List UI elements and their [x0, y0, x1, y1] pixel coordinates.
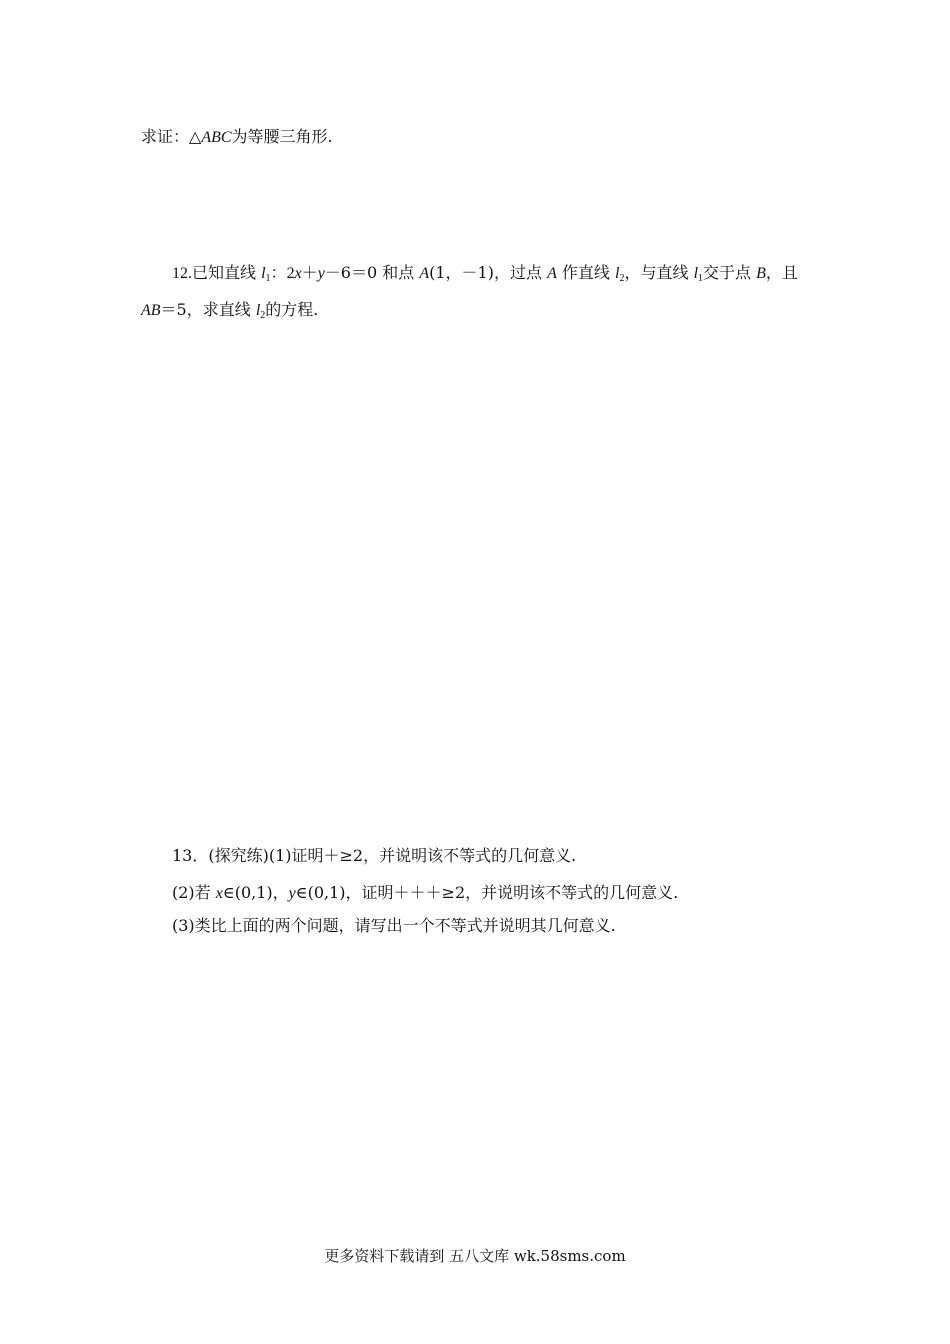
var-l: l — [255, 302, 261, 319]
page-footer: 更多资料下载请到 五八文库 wk.58sms.com — [324, 1247, 626, 1265]
var-l: l — [615, 265, 620, 282]
subscript: 1 — [698, 273, 704, 284]
part-3-text: (3)类比上面的两个问题，请写出一个不等式并说明其几何意义. — [172, 916, 616, 935]
problem-12-line-1 — [172, 263, 798, 284]
text: (2)若 — [172, 883, 216, 902]
problem-13-part-1 — [172, 846, 576, 866]
point-b: B — [756, 265, 766, 282]
text: ∈(0,1)， — [222, 883, 289, 902]
number: 2 — [286, 265, 295, 282]
subscript: 2 — [260, 310, 266, 321]
var-y: y — [288, 885, 296, 902]
subscript: 1 — [265, 273, 271, 284]
text: ，且 — [765, 263, 798, 282]
subscript: 2 — [619, 273, 625, 284]
text: 已知直线 — [192, 263, 262, 282]
var-x: x — [215, 885, 223, 902]
text: ∈(0,1)，证明＋＋＋≥2，并说明该不等式的几何意义. — [295, 883, 679, 902]
text: (1，－1)，过点 — [429, 263, 548, 282]
problem-12-line-2 — [141, 300, 318, 321]
operator: ＋ — [301, 263, 318, 282]
triangle-name: ABC — [201, 129, 232, 146]
part-1-text: 13．(探究练)(1)证明＋≥2，并说明该不等式的几何意义. — [172, 846, 577, 865]
prove-suffix: 为等腰三角形. — [231, 127, 333, 146]
segment-ab: AB — [141, 302, 161, 319]
var-l: l — [261, 265, 266, 282]
var-y: y — [317, 265, 325, 282]
problem-13-part-2 — [172, 883, 678, 904]
text: 交于点 — [703, 263, 757, 282]
var-x: x — [294, 265, 302, 282]
text: －6＝0 和点 — [324, 263, 420, 282]
text: ，与直线 — [624, 263, 694, 282]
text: ＝5，求直线 — [160, 300, 256, 319]
problem-11-conclusion — [141, 127, 333, 148]
text: 的方程. — [265, 300, 319, 319]
text: ： — [270, 263, 287, 282]
point-a: A — [419, 265, 430, 282]
problem-number: 12. — [172, 265, 192, 282]
var-l: l — [693, 265, 699, 282]
point-a: A — [547, 265, 557, 282]
prove-prefix: 求证：△ — [141, 127, 202, 146]
problem-13-part-3 — [172, 916, 616, 936]
text: 作直线 — [556, 263, 616, 282]
